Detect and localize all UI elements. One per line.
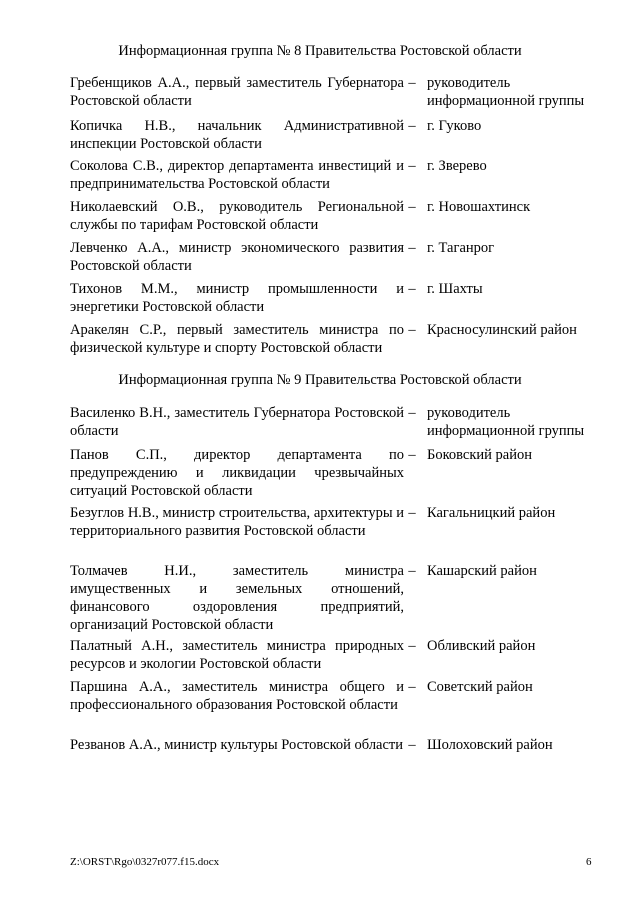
footer-file-path: Z:\ORST\Rgo\0327r077.f15.docx bbox=[70, 856, 220, 868]
group-9-heading: Информационная группа № 9 Правительства Ростовской области bbox=[118, 372, 522, 388]
member-dash: – bbox=[408, 118, 416, 134]
member-dash: – bbox=[408, 638, 416, 654]
member-dash: – bbox=[408, 158, 416, 174]
member-person: Безуглов Н.В., министр строительства, архитектуры и территориального развития Ростовской области bbox=[70, 505, 404, 539]
member-dash: – bbox=[408, 737, 416, 753]
member-person: Аракелян С.Р., первый заместитель министра по физической культуре и спорту Ростовской области bbox=[70, 322, 404, 356]
group-8-heading: Информационная группа № 8 Правительства Ростовской области bbox=[118, 43, 522, 59]
member-person: Толмачев Н.И., заместитель министра имущественных и земельных отношений, финансового оздоровления предприятий, организаций Ростовской области bbox=[70, 563, 404, 633]
member-assignment: г. Гуково bbox=[427, 118, 482, 134]
member-dash: – bbox=[408, 447, 416, 463]
member-dash: – bbox=[408, 505, 416, 521]
member-dash: – bbox=[408, 240, 416, 256]
member-assignment: Боковский район bbox=[427, 447, 532, 463]
member-assignment: Красносулинский район bbox=[427, 322, 577, 338]
member-dash: – bbox=[408, 679, 416, 695]
member-assignment: Кашарский район bbox=[427, 563, 537, 579]
member-person: Панов С.П., директор департамента по предупреждению и ликвидации чрезвычайных ситуаций Ростовской области bbox=[70, 447, 404, 499]
member-assignment: Советский район bbox=[427, 679, 533, 695]
member-assignment: г. Новошахтинск bbox=[427, 199, 531, 215]
member-person: Василенко В.Н., заместитель Губернатора Ростовской области bbox=[70, 405, 404, 439]
member-assignment: г. Зверево bbox=[427, 158, 487, 174]
member-assignment: г. Шахты bbox=[427, 281, 483, 297]
member-dash: – bbox=[408, 281, 416, 297]
member-person: Тихонов М.М., министр промышленности и энергетики Ростовской области bbox=[70, 281, 404, 315]
member-person: Гребенщиков А.А., первый заместитель Губернатора Ростовской области bbox=[70, 75, 404, 109]
member-person: Резванов А.А., министр культуры Ростовской области bbox=[70, 737, 404, 753]
member-dash: – bbox=[408, 199, 416, 215]
member-dash: – bbox=[408, 322, 416, 338]
member-assignment: г. Таганрог bbox=[427, 240, 495, 256]
member-person: Палатный А.Н., заместитель министра природных ресурсов и экологии Ростовской области bbox=[70, 638, 404, 672]
member-person: Левченко А.А., министр экономического развития Ростовской области bbox=[70, 240, 404, 274]
member-assignment: Шолоховский район bbox=[427, 737, 553, 753]
footer-page-number: 6 bbox=[586, 856, 592, 868]
member-assignment: руководитель информационной группы bbox=[427, 405, 585, 439]
member-dash: – bbox=[408, 75, 416, 91]
member-assignment: Обливский район bbox=[427, 638, 536, 654]
member-person: Николаевский О.В., руководитель Региональной службы по тарифам Ростовской области bbox=[70, 199, 404, 233]
member-person: Копичка Н.В., начальник Административной инспекции Ростовской области bbox=[70, 118, 404, 152]
member-person: Соколова С.В., директор департамента инвестиций и предпринимательства Ростовской области bbox=[70, 158, 404, 192]
member-dash: – bbox=[408, 405, 416, 421]
member-dash: – bbox=[408, 563, 416, 579]
member-assignment: Кагальницкий район bbox=[427, 505, 556, 521]
member-person: Паршина А.А., заместитель министра общего и профессионального образования Ростовской области bbox=[70, 679, 404, 713]
member-assignment: руководитель информационной группы bbox=[427, 75, 585, 109]
